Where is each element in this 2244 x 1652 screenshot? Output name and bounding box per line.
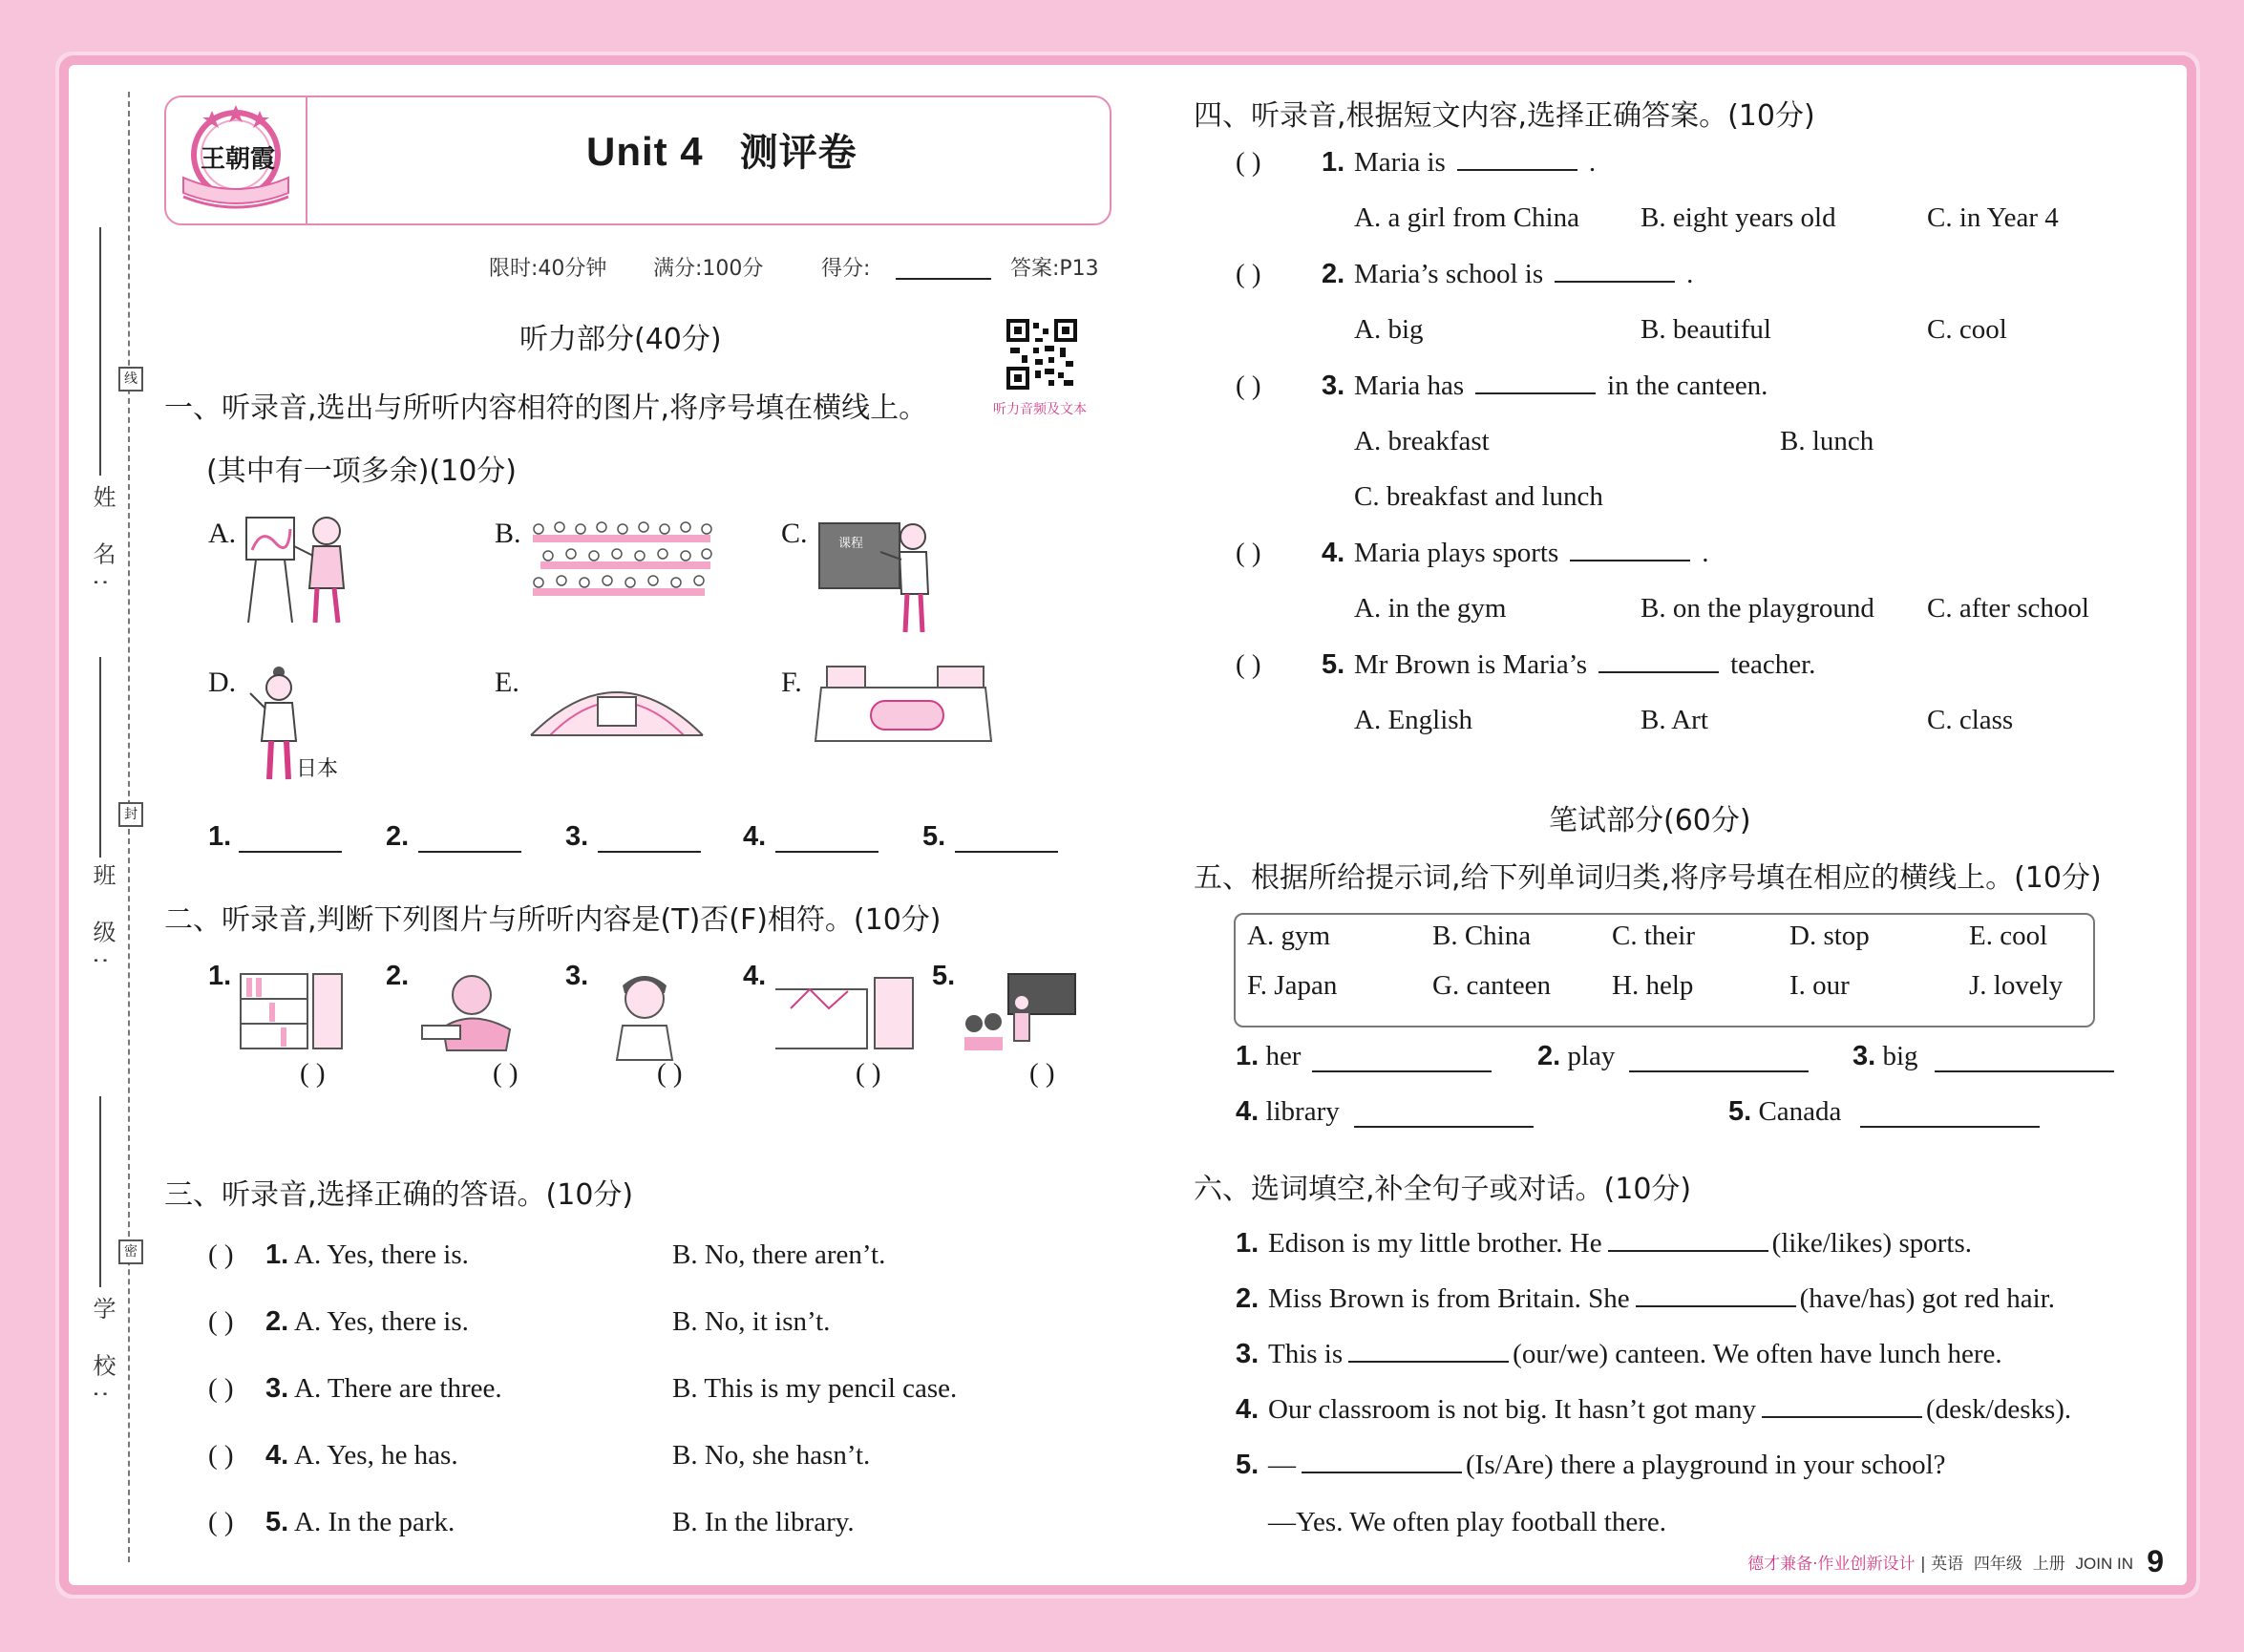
- pic-label-c: C.: [781, 518, 808, 549]
- s5-blank-3[interactable]: [1935, 1070, 2114, 1072]
- sentence-text: (Is/Are) there a playground in your school?: [1466, 1450, 1946, 1480]
- option-c[interactable]: C. in Year 4: [1927, 202, 2059, 233]
- footer-series: JOIN IN: [2075, 1555, 2133, 1573]
- footer-separator: |: [1919, 1555, 1926, 1574]
- s1-blank-3[interactable]: [598, 850, 701, 853]
- pic-label-d: D.: [208, 667, 237, 698]
- stem-text: Maria has: [1354, 371, 1465, 401]
- s2-picture-4-room-icon: [772, 970, 928, 1052]
- listening-section-title: 听力部分(40分): [519, 323, 722, 356]
- logo-box: [166, 97, 307, 223]
- s5-prompt-5: 5. Canada: [1728, 1096, 1842, 1127]
- question-stem: [1354, 371, 1768, 402]
- option-a[interactable]: A. Yes, he has.: [294, 1440, 458, 1471]
- word-e: E. cool: [1969, 921, 2048, 951]
- qr-caption: 听力音频及文本: [993, 402, 1087, 417]
- written-section-title: 笔试部分(60分): [1549, 804, 1751, 837]
- option-a[interactable]: A. In the park.: [294, 1507, 455, 1537]
- footer-grade: 四年级: [1973, 1555, 2022, 1574]
- question-number: 2.: [265, 1306, 289, 1337]
- option-a[interactable]: A. Yes, there is.: [294, 1306, 469, 1337]
- option-b[interactable]: B. No, there aren’t.: [672, 1239, 886, 1270]
- picture-b-crowd-icon: [527, 519, 716, 604]
- s1-blank-label-1: 1.: [208, 821, 232, 852]
- stem-text: Maria’s school is: [1354, 259, 1544, 289]
- question-number: 5.: [1236, 1450, 1260, 1480]
- question-number: 2.: [1322, 259, 1345, 289]
- s2-num-1: 1.: [208, 961, 232, 991]
- meta-full-score: 满分:100分: [653, 257, 764, 281]
- question-stem: [1354, 649, 1815, 681]
- unit-title-cn: 测评卷: [739, 131, 857, 175]
- margin-mark-feng: 封: [118, 802, 143, 827]
- page-title: [586, 122, 857, 177]
- option-b[interactable]: B. In the library.: [672, 1507, 855, 1537]
- s2-picture-2-girl-icon: [414, 970, 529, 1052]
- margin-class-line: [99, 657, 101, 858]
- choice-paren[interactable]: ( ): [208, 1239, 234, 1270]
- stem-text: Maria plays sports: [1354, 538, 1559, 568]
- meta-time: 限时:40分钟: [489, 257, 607, 281]
- word-a: A. gym: [1247, 921, 1330, 951]
- s2-paren-2[interactable]: ( ): [493, 1058, 519, 1089]
- sentence: [1268, 1228, 1972, 1260]
- question-number: 3.: [265, 1373, 289, 1404]
- pic-label-a: A.: [208, 518, 237, 549]
- sentence-text: Edison is my little brother. He: [1268, 1228, 1602, 1259]
- pic-label-e: E.: [495, 667, 519, 698]
- option-a[interactable]: A. big: [1354, 314, 1424, 345]
- s5-blank-2[interactable]: [1629, 1070, 1809, 1072]
- answer-blank[interactable]: [1598, 670, 1719, 673]
- qr-code-icon[interactable]: [1006, 319, 1077, 390]
- exam-sheet: [69, 65, 2187, 1585]
- option-a[interactable]: A. a girl from China: [1354, 202, 1579, 233]
- stem-text: .: [1588, 147, 1597, 178]
- unit-title: Unit 4: [586, 129, 704, 174]
- score-blank[interactable]: [896, 277, 991, 280]
- picture-a-painting-icon: [241, 508, 355, 632]
- s2-paren-3[interactable]: ( ): [657, 1058, 683, 1089]
- s2-picture-1-bookshelf-icon: [237, 970, 348, 1052]
- question-number: 4.: [265, 1440, 289, 1471]
- s2-paren-5[interactable]: ( ): [1029, 1058, 1055, 1089]
- option-b[interactable]: B. No, she hasn’t.: [672, 1440, 871, 1471]
- s5-blank-1[interactable]: [1312, 1070, 1492, 1072]
- choice-paren[interactable]: ( ): [1236, 147, 1261, 178]
- option-b[interactable]: B. eight years old: [1641, 202, 1836, 233]
- stem-text: Mr Brown is Maria’s: [1354, 649, 1588, 680]
- word-bank-box: [1234, 913, 2095, 1027]
- footer-brand: 德才兼备·作业创新设计: [1747, 1555, 1916, 1574]
- s5-prompt-4: 4. library: [1236, 1096, 1340, 1127]
- s1-blank-label-4: 4.: [743, 821, 767, 852]
- sentence: [1268, 1283, 2055, 1315]
- sentence: [1268, 1450, 1946, 1481]
- margin-class-label: 班 级:: [89, 863, 116, 978]
- question-number: 5.: [265, 1507, 289, 1537]
- footer-subject: 英语: [1931, 1555, 1964, 1574]
- question-stem: [1354, 147, 1596, 179]
- answer-blank[interactable]: [1348, 1360, 1509, 1363]
- margin-mark-mi: 密: [118, 1239, 143, 1264]
- choice-paren[interactable]: ( ): [1236, 538, 1261, 568]
- s1-blank-label-2: 2.: [386, 821, 410, 852]
- option-b[interactable]: B. This is my pencil case.: [672, 1373, 958, 1404]
- option-a[interactable]: A. English: [1354, 705, 1473, 735]
- binding-dashed-line: [128, 92, 130, 1562]
- option-c[interactable]: C. class: [1927, 705, 2014, 735]
- picture-d-caption: 日本: [296, 757, 339, 781]
- sentence-text: —: [1268, 1450, 1296, 1480]
- option-b[interactable]: B. No, it isn’t.: [672, 1306, 831, 1337]
- s2-paren-1[interactable]: ( ): [300, 1058, 326, 1089]
- s5-blank-5[interactable]: [1860, 1125, 2040, 1128]
- sentence-text: (have/has) got red hair.: [1799, 1283, 2055, 1314]
- word-h: H. help: [1612, 970, 1694, 1001]
- s6-answer-line: —Yes. We often play football there.: [1268, 1507, 1667, 1537]
- question-number: 1.: [1236, 1228, 1260, 1259]
- title-banner: [164, 95, 1111, 225]
- answer-blank[interactable]: [1762, 1415, 1922, 1418]
- section2-title: 二、听录音,判断下列图片与所听内容是(T)否(F)相符。(10分): [164, 903, 942, 937]
- s1-blank-label-3: 3.: [565, 821, 589, 852]
- s2-picture-5-classroom-icon: [961, 970, 1081, 1052]
- question-number: 1.: [1322, 147, 1345, 178]
- sentence-text: (our/we) canteen. We often have lunch here.: [1513, 1339, 2002, 1369]
- section5-title: 五、根据所给提示词,给下列单词归类,将序号填在相应的横线上。(10分): [1194, 861, 2102, 895]
- answer-blank[interactable]: [1608, 1249, 1768, 1252]
- option-a[interactable]: A. Yes, there is.: [294, 1239, 469, 1270]
- option-a[interactable]: A. There are three.: [294, 1373, 502, 1404]
- question-stem: [1354, 538, 1709, 569]
- picture-f-playground-icon: [814, 659, 993, 749]
- choice-paren[interactable]: ( ): [1236, 371, 1261, 401]
- word-j: J. lovely: [1969, 970, 2064, 1001]
- option-b[interactable]: B. Art: [1641, 705, 1708, 735]
- sentence: [1268, 1339, 2002, 1370]
- word-f: F. Japan: [1247, 970, 1338, 1001]
- sentence-text: (like/likes) sports.: [1771, 1228, 1972, 1259]
- s1-blank-5[interactable]: [955, 850, 1058, 853]
- answer-blank[interactable]: [1570, 559, 1690, 561]
- choice-paren[interactable]: ( ): [1236, 649, 1261, 680]
- choice-paren[interactable]: ( ): [208, 1373, 234, 1404]
- s2-num-5: 5.: [932, 961, 956, 991]
- s1-blank-1[interactable]: [239, 850, 342, 853]
- page-number: 9: [2147, 1544, 2164, 1578]
- logo-text: 王朝霞: [201, 145, 276, 174]
- margin-name-label: 姓 名:: [89, 485, 116, 600]
- s1-blank-label-5: 5.: [922, 821, 946, 852]
- stem-text: teacher.: [1730, 649, 1816, 680]
- s2-num-4: 4.: [743, 961, 767, 991]
- sentence-text: Our classroom is not big. It hasn’t got many: [1268, 1394, 1756, 1425]
- choice-paren[interactable]: ( ): [208, 1306, 234, 1337]
- option-c[interactable]: C. after school: [1927, 593, 2089, 624]
- section1-subtitle: (其中有一项多余)(10分): [206, 455, 517, 488]
- stem-text: .: [1702, 538, 1709, 568]
- s5-prompt-3: 3. big: [1852, 1041, 1918, 1071]
- stem-text: .: [1686, 259, 1694, 289]
- footer: [1747, 1550, 2133, 1574]
- section4-title: 四、听录音,根据短文内容,选择正确答案。(10分): [1194, 99, 1815, 133]
- pic-label-f: F.: [781, 667, 802, 698]
- question-number: 3.: [1236, 1339, 1260, 1369]
- section1-title: 一、听录音,选出与所听内容相符的图片,将序号填在横线上。: [164, 392, 928, 425]
- word-c: C. their: [1612, 921, 1695, 951]
- picture-c-teacher-icon: [814, 514, 938, 638]
- question-number: 3.: [1322, 371, 1345, 401]
- answer-blank[interactable]: [1555, 280, 1675, 283]
- question-number: 5.: [1322, 649, 1345, 680]
- option-b[interactable]: B. lunch: [1780, 426, 1874, 456]
- section6-title: 六、选词填空,补全句子或对话。(10分): [1194, 1173, 1692, 1206]
- word-g: G. canteen: [1432, 970, 1551, 1001]
- option-c[interactable]: C. breakfast and lunch: [1354, 481, 1603, 512]
- meta-score-label: 得分:: [821, 257, 871, 281]
- s2-picture-3-boy-icon: [602, 966, 688, 1062]
- s2-num-2: 2.: [386, 961, 410, 991]
- word-d: D. stop: [1789, 921, 1870, 951]
- s5-prompt-1: 1. her: [1236, 1041, 1302, 1071]
- option-a[interactable]: A. breakfast: [1354, 426, 1490, 456]
- s2-num-3: 3.: [565, 961, 589, 991]
- answer-blank[interactable]: [1457, 168, 1577, 171]
- choice-paren[interactable]: ( ): [1236, 259, 1261, 289]
- meta-answer-page: 答案:P13: [1010, 257, 1099, 281]
- s5-blank-4[interactable]: [1354, 1125, 1534, 1128]
- s2-paren-4[interactable]: ( ): [856, 1058, 881, 1089]
- stem-text: Maria is: [1354, 147, 1446, 178]
- footer-term: 上册: [2032, 1555, 2065, 1574]
- option-c[interactable]: C. cool: [1927, 314, 2007, 345]
- s5-prompt-2: 2. play: [1537, 1041, 1616, 1071]
- stem-text: in the canteen.: [1607, 371, 1768, 401]
- question-number: 4.: [1322, 538, 1345, 568]
- margin-mark-xian: 线: [118, 367, 143, 392]
- margin-name-line: [99, 227, 101, 476]
- sentence: [1268, 1394, 2071, 1426]
- choice-paren[interactable]: ( ): [208, 1440, 234, 1471]
- section3-title: 三、听录音,选择正确的答语。(10分): [164, 1178, 634, 1212]
- margin-school-label: 学 校:: [89, 1297, 116, 1411]
- margin-school-line: [99, 1096, 101, 1287]
- sentence-text: (desk/desks).: [1925, 1394, 2072, 1425]
- sentence-text: This is: [1268, 1339, 1344, 1369]
- picture-e-building-icon: [527, 659, 707, 745]
- sentence-text: Miss Brown is from Britain. She: [1268, 1283, 1630, 1314]
- word-i: I. our: [1789, 970, 1850, 1001]
- s1-blank-2[interactable]: [418, 850, 521, 853]
- picture-c-board-text: 课程: [838, 537, 864, 551]
- s1-blank-4[interactable]: [775, 850, 879, 853]
- question-number: 1.: [265, 1239, 289, 1270]
- word-b: B. China: [1432, 921, 1532, 951]
- answer-blank[interactable]: [1302, 1471, 1462, 1473]
- answer-blank[interactable]: [1475, 392, 1596, 394]
- pic-label-b: B.: [495, 518, 521, 549]
- question-stem: [1354, 259, 1693, 290]
- option-b[interactable]: B. on the playground: [1641, 593, 1874, 624]
- question-number: 2.: [1236, 1283, 1260, 1314]
- option-b[interactable]: B. beautiful: [1641, 314, 1771, 345]
- answer-blank[interactable]: [1636, 1304, 1796, 1307]
- option-a[interactable]: A. in the gym: [1354, 593, 1507, 624]
- choice-paren[interactable]: ( ): [208, 1507, 234, 1537]
- question-number: 4.: [1236, 1394, 1260, 1425]
